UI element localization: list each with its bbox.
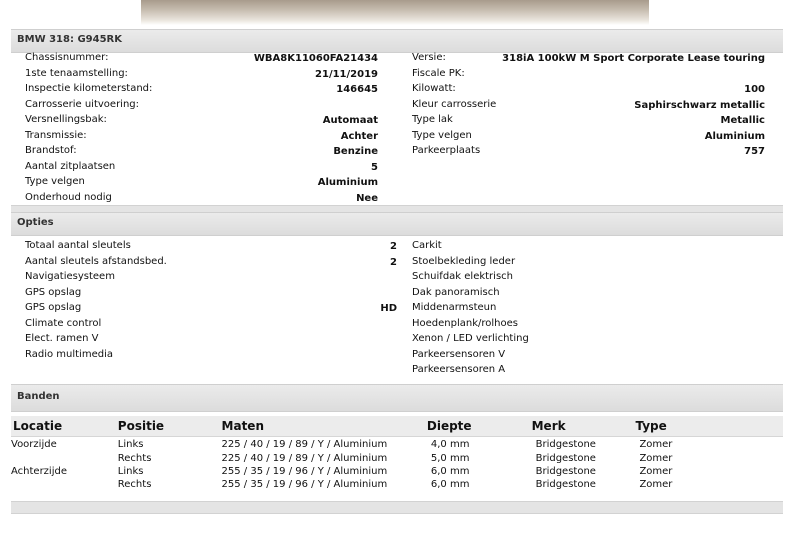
tyre-row — [11, 465, 783, 478]
tyre-cell: Bridgestone — [535, 452, 596, 464]
option-label: Elect. ramen V — [25, 333, 99, 344]
option-value: 2 — [390, 241, 397, 252]
tyres-title: Banden — [17, 391, 60, 402]
option-label: Aantal sleutels afstandsbed. — [25, 255, 167, 267]
option-label: Totaal aantal sleutels — [25, 240, 131, 251]
tyre-cell: 5,0 mm — [430, 452, 470, 464]
spec-value: Benzine — [333, 146, 378, 157]
spec-value: Nee — [356, 192, 378, 204]
spec-value: 757 — [744, 146, 765, 157]
option-item: Hoedenplank/rolhoes — [412, 317, 518, 329]
spec-label: Onderhoud nodig — [25, 191, 112, 203]
spec-label: Type lak — [412, 114, 453, 125]
option-label: GPS opslag — [25, 286, 82, 298]
vehicle-title: BMW 318: G945RK — [17, 34, 122, 45]
column-header: Merk — [532, 416, 636, 437]
tyre-cell: Links — [117, 465, 144, 477]
options-section — [11, 212, 783, 377]
spec-label: Parkeerplaats — [412, 145, 481, 156]
tyre-row — [11, 437, 783, 452]
column-header: Diepte — [427, 416, 532, 437]
tyre-cell — [11, 452, 118, 465]
option-label: GPS opslag — [25, 302, 82, 313]
tyre-cell: 4,0 mm — [430, 438, 470, 450]
spec-label: Versie: — [412, 52, 446, 63]
option-label: Navigatiesysteem — [25, 271, 115, 282]
spec-value: Aluminium — [317, 177, 378, 188]
spec-label: Carrosserie uitvoering: — [25, 98, 140, 110]
option-item: Dak panoramisch — [412, 286, 500, 298]
option-item: Schuifdak elektrisch — [412, 271, 513, 282]
options-title: Opties — [17, 217, 54, 228]
option-value: HD — [380, 303, 397, 314]
tyres-table-header — [11, 416, 783, 437]
spec-label: Versnellingsbak: — [25, 114, 107, 125]
column-header: Maten — [222, 416, 427, 437]
tyre-cell: Zomer — [639, 478, 673, 490]
spec-value: 146645 — [336, 84, 378, 95]
option-item: Parkeersensoren V — [412, 348, 506, 360]
spec-value: Aluminium — [704, 130, 765, 142]
option-item: Middenarmsteun — [412, 302, 497, 313]
tyre-row — [11, 452, 783, 465]
column-header: Locatie — [11, 416, 118, 437]
section-divider — [11, 501, 783, 514]
column-header: Positie — [118, 416, 222, 437]
spec-label: 1ste tenaamstelling: — [25, 67, 128, 79]
spec-label: Chassisnummer: — [25, 52, 109, 63]
column-header: Type — [635, 416, 783, 437]
tyre-cell: Links — [117, 438, 144, 450]
spec-label: Brandstof: — [25, 145, 77, 156]
tyre-row — [11, 478, 783, 491]
spec-value: Achter — [340, 130, 378, 142]
option-label: Climate control — [25, 317, 102, 329]
option-item: Stoelbekleding leder — [412, 255, 516, 267]
tyre-cell — [11, 478, 118, 491]
tyre-cell: 225 / 40 / 19 / 89 / Y / Aluminium — [221, 438, 388, 450]
spec-label: Transmissie: — [25, 129, 87, 141]
vehicle-details-header — [11, 29, 783, 53]
tyre-cell: Rechts — [117, 452, 152, 464]
option-item: Parkeersensoren A — [412, 364, 506, 375]
tyre-cell: 225 / 40 / 19 / 89 / Y / Aluminium — [221, 452, 388, 464]
vehicle-photo — [141, 0, 649, 25]
spec-value: Automaat — [322, 115, 378, 126]
vehicle-details-section — [11, 29, 783, 205]
tyres-section — [11, 384, 783, 410]
tyre-cell: Zomer — [639, 465, 673, 477]
spec-label: Kilowatt: — [412, 83, 456, 94]
tyre-cell: Bridgestone — [535, 438, 596, 450]
tyre-cell: Voorzijde — [11, 438, 57, 450]
tyre-cell: 6,0 mm — [430, 478, 470, 490]
tyre-cell: 255 / 35 / 19 / 96 / Y / Aluminium — [221, 478, 388, 490]
tyre-cell: Bridgestone — [535, 478, 596, 490]
spec-value: 100 — [744, 84, 765, 95]
option-item: Xenon / LED verlichting — [412, 333, 529, 344]
tyres-header — [11, 384, 783, 412]
tyre-cell: Bridgestone — [535, 465, 596, 477]
option-label: Radio multimedia — [25, 348, 113, 360]
option-value: 2 — [390, 256, 397, 268]
tyre-cell: Rechts — [117, 478, 152, 490]
tyre-cell: Achterzijde — [11, 465, 67, 477]
option-item: Carkit — [412, 240, 442, 251]
spec-label: Kleur carrosserie — [412, 98, 497, 110]
spec-label: Fiscale PK: — [412, 67, 465, 79]
tyre-cell: 6,0 mm — [430, 465, 470, 477]
spec-value: Metallic — [720, 115, 765, 126]
tyre-cell: Zomer — [639, 438, 673, 450]
spec-value: 21/11/2019 — [315, 68, 378, 80]
spec-label: Type velgen — [412, 129, 472, 141]
options-header — [11, 212, 783, 236]
tyre-cell: 255 / 35 / 19 / 96 / Y / Aluminium — [221, 465, 388, 477]
spec-value: Saphirschwarz metallic — [634, 99, 765, 111]
tyre-cell: Zomer — [639, 452, 673, 464]
spec-label: Inspectie kilometerstand: — [25, 83, 153, 94]
spec-value: 318iA 100kW M Sport Corporate Lease touring — [502, 53, 765, 64]
tyres-table — [11, 416, 783, 491]
spec-label: Aantal zitplaatsen — [25, 160, 116, 172]
spec-label: Type velgen — [25, 176, 85, 187]
spec-value: 5 — [371, 161, 378, 173]
spec-value: WBA8K11060FA21434 — [253, 53, 378, 64]
